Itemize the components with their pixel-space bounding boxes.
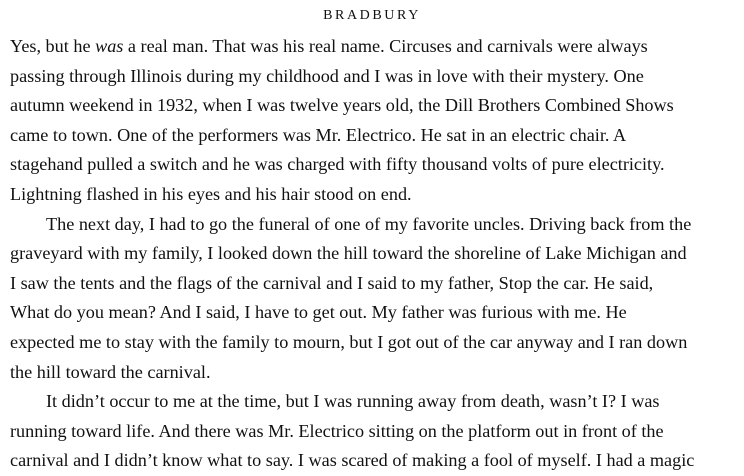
text-line: came to town. One of the performers was Mr. Electrico. He sat in an electric chair. A	[10, 124, 627, 145]
text-line: Lightning flashed in his eyes and his hair stood on end.	[10, 183, 412, 204]
text-line: stagehand pulled a switch and he was charged with fifty thousand volts of pure electricity.	[10, 154, 665, 175]
text-line: What do you mean? And I said, I have to get out. My father was furious with me. He	[10, 302, 627, 323]
text-run: Yes, but he	[10, 36, 96, 56]
paragraph-first-line: The next day, I had to go the funeral of one of my favorite uncles. Driving back from the	[46, 213, 692, 234]
body-text	[10, 32, 734, 476]
text-line	[10, 32, 734, 62]
paragraph-first-line: It didn’t occur to me at the time, but I was running away from death, wasn’t I? I was	[46, 391, 660, 412]
text-line: running toward life. And there was Mr. Electrico sitting on the platform out in front of the	[10, 420, 664, 441]
text-line: carnival and I didn’t know what to say. I was scared of making a fool of myself. I had a magic	[10, 450, 695, 471]
text-line: the hill toward the carnival.	[10, 361, 211, 382]
running-head: BRADBURY	[323, 8, 421, 23]
emphasized-word: was	[95, 36, 124, 56]
text-line: passing through Illinois during my childhood and I was in love with their mystery. One	[10, 65, 644, 86]
text-line: expected me to stay with the family to mourn, but I got out of the car anyway and I ran down	[10, 331, 688, 352]
text-line: graveyard with my family, I looked down the hill toward the shoreline of Lake Michigan and	[10, 243, 687, 264]
text-run: a real man. That was his real name. Circuses and carnivals were always	[123, 36, 648, 56]
text-line: autumn weekend in 1932, when I was twelve years old, the Dill Brothers Combined Shows	[10, 95, 674, 116]
text-line: I saw the tents and the flags of the carnival and I said to my father, Stop the car. He said,	[10, 272, 654, 293]
